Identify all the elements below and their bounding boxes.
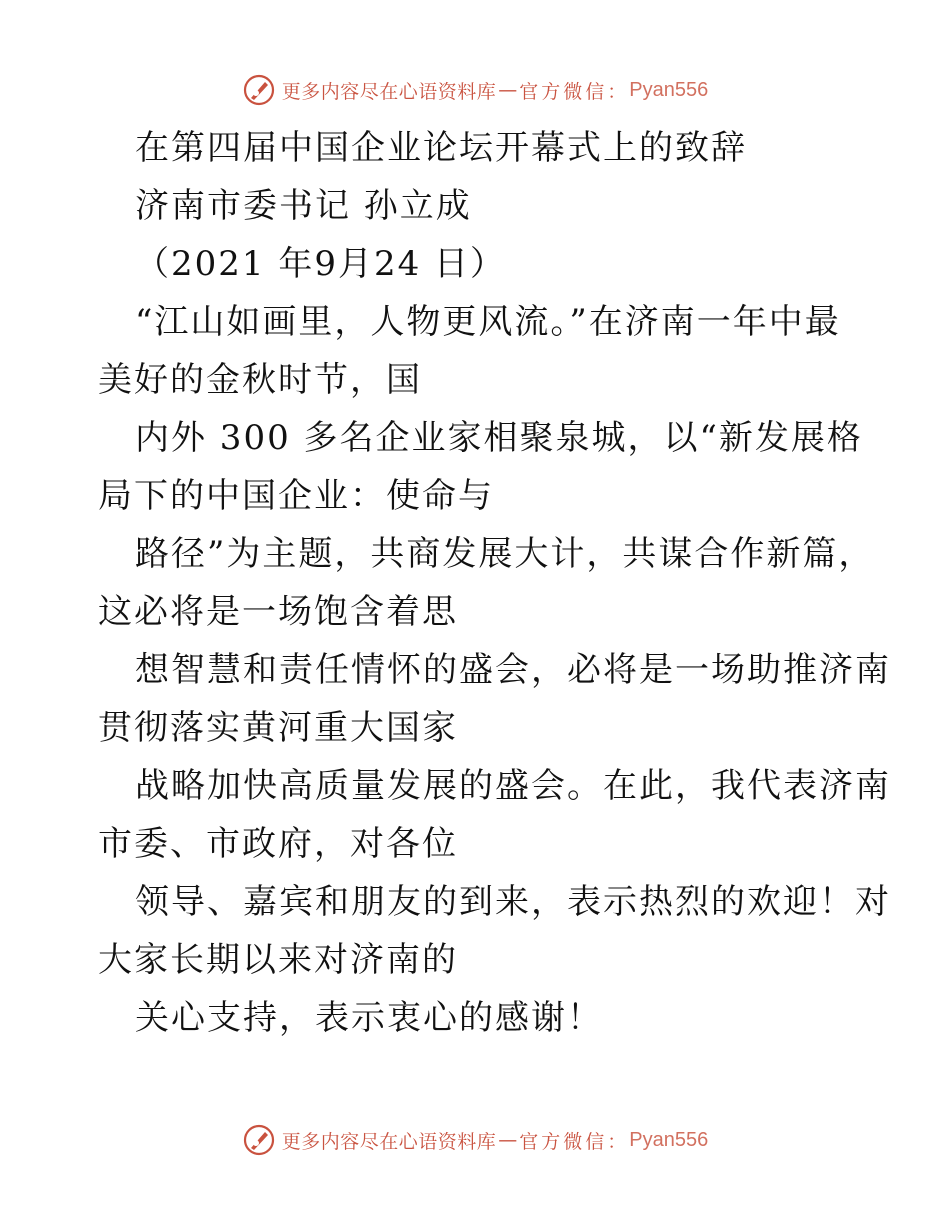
watermark-text: 更多内容尽在心语资料库 (281, 80, 497, 103)
paragraph-line: 贯彻落实黄河重大国家 (98, 708, 458, 748)
quill-logo-icon (242, 1123, 276, 1157)
watermark-wechat-id: Pyan556 (629, 78, 709, 101)
paragraph-line: 美好的金秋时节，国 (98, 360, 422, 400)
paragraph-line: 市委、市政府，对各位 (98, 824, 458, 864)
paragraph-line: 关心支持，表示衷心的感谢！ (135, 998, 603, 1038)
quill-logo-icon (242, 73, 276, 107)
watermark-text: 更多内容尽在心语资料库 (281, 1130, 497, 1153)
watermark-header (0, 70, 950, 110)
paragraph-line: 内外 300 多名企业家相聚泉城，以“新发展格 (135, 418, 863, 458)
paragraph-line: 局下的中国企业：使命与 (98, 476, 494, 516)
paragraph-line: 这必将是一场饱含着思 (98, 592, 458, 632)
watermark-label: 官方微信： (519, 80, 630, 103)
watermark-label: 官方微信： (519, 1130, 630, 1153)
paragraph-line: 领导、嘉宾和朋友的到来，表示热烈的欢迎！对 (135, 882, 891, 922)
watermark-separator: — (498, 79, 518, 101)
speaker-line: 济南市委书记 孙立成 (135, 186, 472, 226)
date-line: （2021 年9月24 日） (135, 244, 507, 284)
watermark-separator: — (498, 1129, 518, 1151)
watermark-wechat-id: Pyan556 (629, 1128, 709, 1151)
paragraph-line: 大家长期以来对济南的 (98, 940, 458, 980)
paragraph-line: “江山如画里，人物更风流。”在济南一年中最 (135, 302, 841, 342)
paragraph-line: 想智慧和责任情怀的盛会，必将是一场助推济南 (135, 650, 891, 690)
paragraph-line: 路径”为主题，共商发展大计，共谋合作新篇， (135, 534, 875, 574)
watermark-footer (0, 1120, 950, 1160)
paragraph-line: 战略加快高质量发展的盛会。在此，我代表济南 (135, 766, 891, 806)
document-title: 在第四届中国企业论坛开幕式上的致辞 (135, 128, 747, 168)
